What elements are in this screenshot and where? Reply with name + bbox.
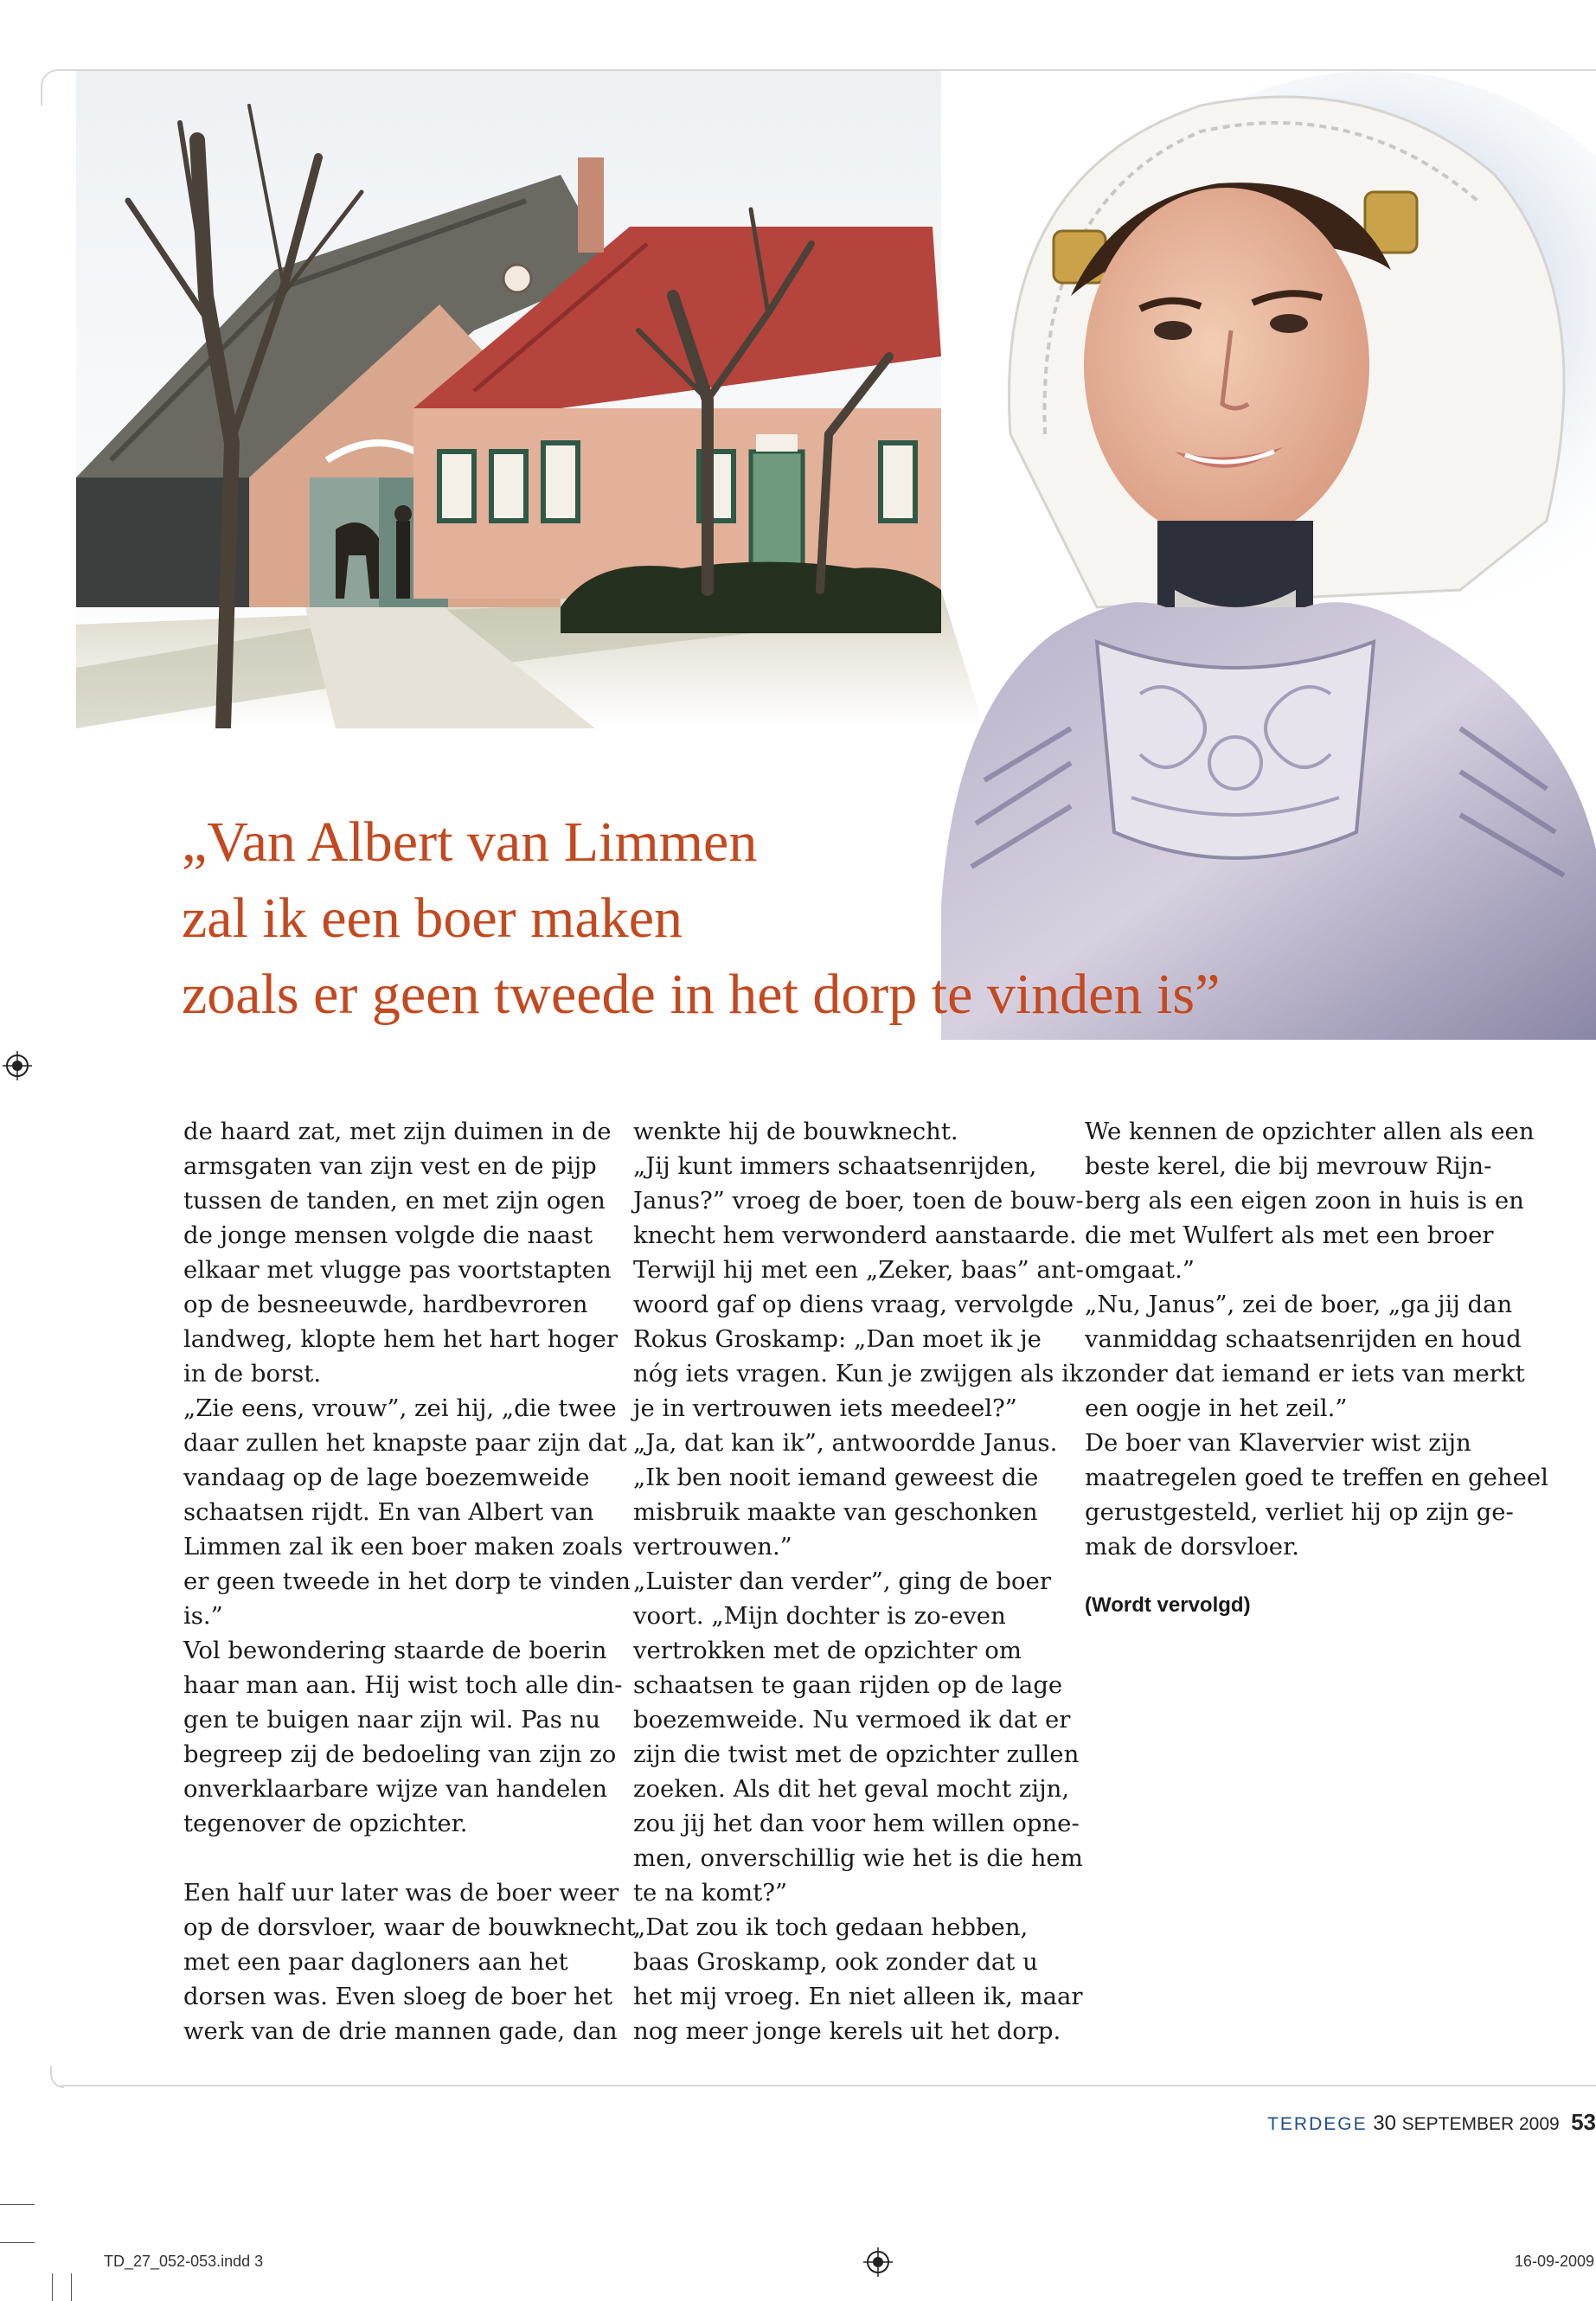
text-line: nóg iets vragen. Kun je zwijgen als ik — [633, 1360, 1084, 1388]
text-line: gen te buigen naar zijn wil. Pas nu — [183, 1706, 601, 1734]
text-line: men, onverschillig wie het is die hem — [633, 1844, 1083, 1872]
body-column-3 — [1085, 1114, 1548, 1623]
body-column-1 — [183, 1114, 636, 2048]
text-line: Een half uur later was de boer weer — [183, 1879, 619, 1907]
text-line: Terwijl hij met een „Zeker, baas” ant- — [633, 1256, 1084, 1284]
text-line: „Dat zou ik toch gedaan hebben, — [633, 1913, 1029, 1941]
text-line: begreep zij de bedoeling van zijn zo — [183, 1740, 617, 1768]
text-line: boezemweide. Nu vermoed ik dat er — [633, 1706, 1071, 1734]
text-line: vanmiddag schaatsenrijden en houd — [1085, 1325, 1522, 1353]
text-line: misbruik maakte van geschonken — [633, 1498, 1038, 1526]
text-line: onverklaarbare wijze van handelen — [183, 1775, 608, 1803]
text-line: Janus?” vroeg de boer, toen de bouw- — [633, 1187, 1084, 1215]
text-line: nog meer jonge kerels uit het dorp. — [633, 2017, 1061, 2045]
text-line: daar zullen het knapste paar zijn dat — [183, 1429, 627, 1457]
text-line: het mij vroeg. En niet alleen ik, maar — [633, 1983, 1083, 2010]
text-line: mak de dorsvloer. — [1085, 1533, 1299, 1561]
text-line: de haard zat, met zijn duimen in de — [183, 1118, 612, 1145]
text-line: vertrouwen.” — [633, 1533, 792, 1561]
text-line: die met Wulfert als met een broer — [1085, 1221, 1494, 1249]
text-line: elkaar met vlugge pas voortstapten — [183, 1256, 612, 1284]
paragraph-gap — [183, 1841, 616, 1875]
text-line: dorsen was. Even sloeg de boer het — [183, 1983, 613, 2010]
text-line: met een paar dagloners aan het — [183, 1948, 568, 1976]
text-line: De boer van Klavervier wist zijn — [1085, 1429, 1471, 1457]
text-line: maatregelen goed te treffen en geheel — [1085, 1464, 1548, 1491]
text-line: zoeken. Als dit het geval mocht zijn, — [633, 1775, 1070, 1803]
text-line: schaatsen rijdt. En van Albert van — [183, 1498, 594, 1526]
text-line: is.” — [183, 1602, 223, 1630]
crop-mark — [71, 2273, 72, 2301]
text-line: op de dorsvloer, waar de bouwknecht — [183, 1913, 636, 1941]
crop-mark — [0, 2242, 35, 2243]
text-line: een oogje in het zeil.” — [1085, 1394, 1348, 1422]
text-line: berg als een eigen zoon in huis is en — [1085, 1187, 1524, 1215]
text-line: op de besneeuwde, hardbevroren — [183, 1291, 588, 1318]
page-footer — [1267, 2109, 1596, 2144]
text-line: knecht hem verwonderd aanstaarde. — [633, 1221, 1077, 1249]
text-line: tussen de tanden, en met zijn ogen — [183, 1187, 606, 1215]
body-column-2 — [633, 1114, 1084, 2048]
text-line: baas Groskamp, ook zonder dat u — [633, 1948, 1038, 1976]
text-line: „Jij kunt immers schaatsenrijden, — [633, 1152, 1037, 1180]
crop-mark — [52, 2273, 53, 2301]
text-line: vandaag op de lage boezemweide — [183, 1464, 590, 1491]
text-line: Rokus Groskamp: „Dan moet ik je — [633, 1325, 1042, 1353]
text-line: de jonge mensen volgde die naast — [183, 1221, 593, 1249]
headline-line-2: zal ik een boer maken — [182, 887, 683, 950]
text-line: werk van de drie mannen gade, dan — [183, 2017, 618, 2045]
text-line: haar man aan. Hij wist toch alle din- — [183, 1671, 623, 1699]
text-line: „Nu, Janus”, zei de boer, „ga jij dan — [1085, 1291, 1513, 1318]
magazine-name: TERDEGE — [1267, 2114, 1368, 2134]
text-line: er geen tweede in het dorp te vinden — [183, 1567, 631, 1595]
text-line: schaatsen te gaan rijden op de lage — [633, 1671, 1063, 1699]
text-line: wenkte hij de bouwknecht. — [633, 1118, 958, 1145]
text-line: vertrokken met de opzichter om — [633, 1637, 1022, 1664]
text-line: beste kerel, die bij mevrouw Rijn- — [1085, 1152, 1492, 1180]
text-line: „Luister dan verder”, ging de boer — [633, 1567, 1051, 1595]
text-line: armsgaten van zijn vest en de pijp — [183, 1152, 597, 1180]
text-line: woord gaf op diens vraag, vervolgde — [633, 1291, 1074, 1318]
bottom-frame-rule — [61, 2085, 1596, 2086]
text-line: je in vertrouwen iets meedeel?” — [633, 1394, 1017, 1422]
crop-mark — [0, 2204, 35, 2205]
issue-date-day: 30 — [1373, 2112, 1396, 2135]
text-line: „Ja, dat kan ik”, antwoordde Janus. — [633, 1429, 1058, 1457]
headline-line-1: „Van Albert van Limmen — [182, 811, 758, 874]
slug-print-date: 16-09-2009 — [1514, 2253, 1594, 2270]
text-line: in de borst. — [183, 1360, 322, 1388]
text-line: zou jij het dan voor hem willen opne- — [633, 1810, 1080, 1837]
text-line: te na komt?” — [633, 1879, 788, 1907]
text-line: landweg, klopte hem het hart hoger — [183, 1325, 619, 1353]
text-line: voort. „Mijn dochter is zo-even — [633, 1602, 1006, 1630]
registration-mark-icon — [3, 1051, 32, 1080]
text-line: omgaat.” — [1085, 1256, 1195, 1284]
text-line: zonder dat iemand er iets van merkt — [1085, 1360, 1525, 1388]
to-be-continued-note: (Wordt vervolgd) — [1085, 1593, 1251, 1617]
headline-line-3: zoals er geen tweede in het dorp te vinden is” — [182, 963, 1221, 1026]
text-line: Limmen zal ik een boer maken zoals — [183, 1533, 624, 1561]
issue-date-month-year: SEPTEMBER 2009 — [1401, 2114, 1560, 2134]
registration-mark-icon — [863, 2247, 893, 2277]
page-number: 53 — [1571, 2109, 1596, 2135]
text-line: zijn die twist met de opzichter zullen — [633, 1740, 1080, 1768]
text-line: We kennen de opzichter allen als een — [1085, 1118, 1535, 1145]
text-line: Vol bewondering staarde de boerin — [183, 1637, 607, 1664]
text-line: tegenover de opzichter. — [183, 1810, 468, 1837]
text-line: „Ik ben nooit iemand geweest die — [633, 1464, 1039, 1491]
text-line: „Zie eens, vrouw”, zei hij, „die twee — [183, 1394, 617, 1422]
text-line: gerustgesteld, verliet hij op zijn ge- — [1085, 1498, 1514, 1526]
slug-filename: TD_27_052-053.indd 3 — [104, 2253, 264, 2270]
pull-quote-headline — [182, 804, 1436, 1033]
